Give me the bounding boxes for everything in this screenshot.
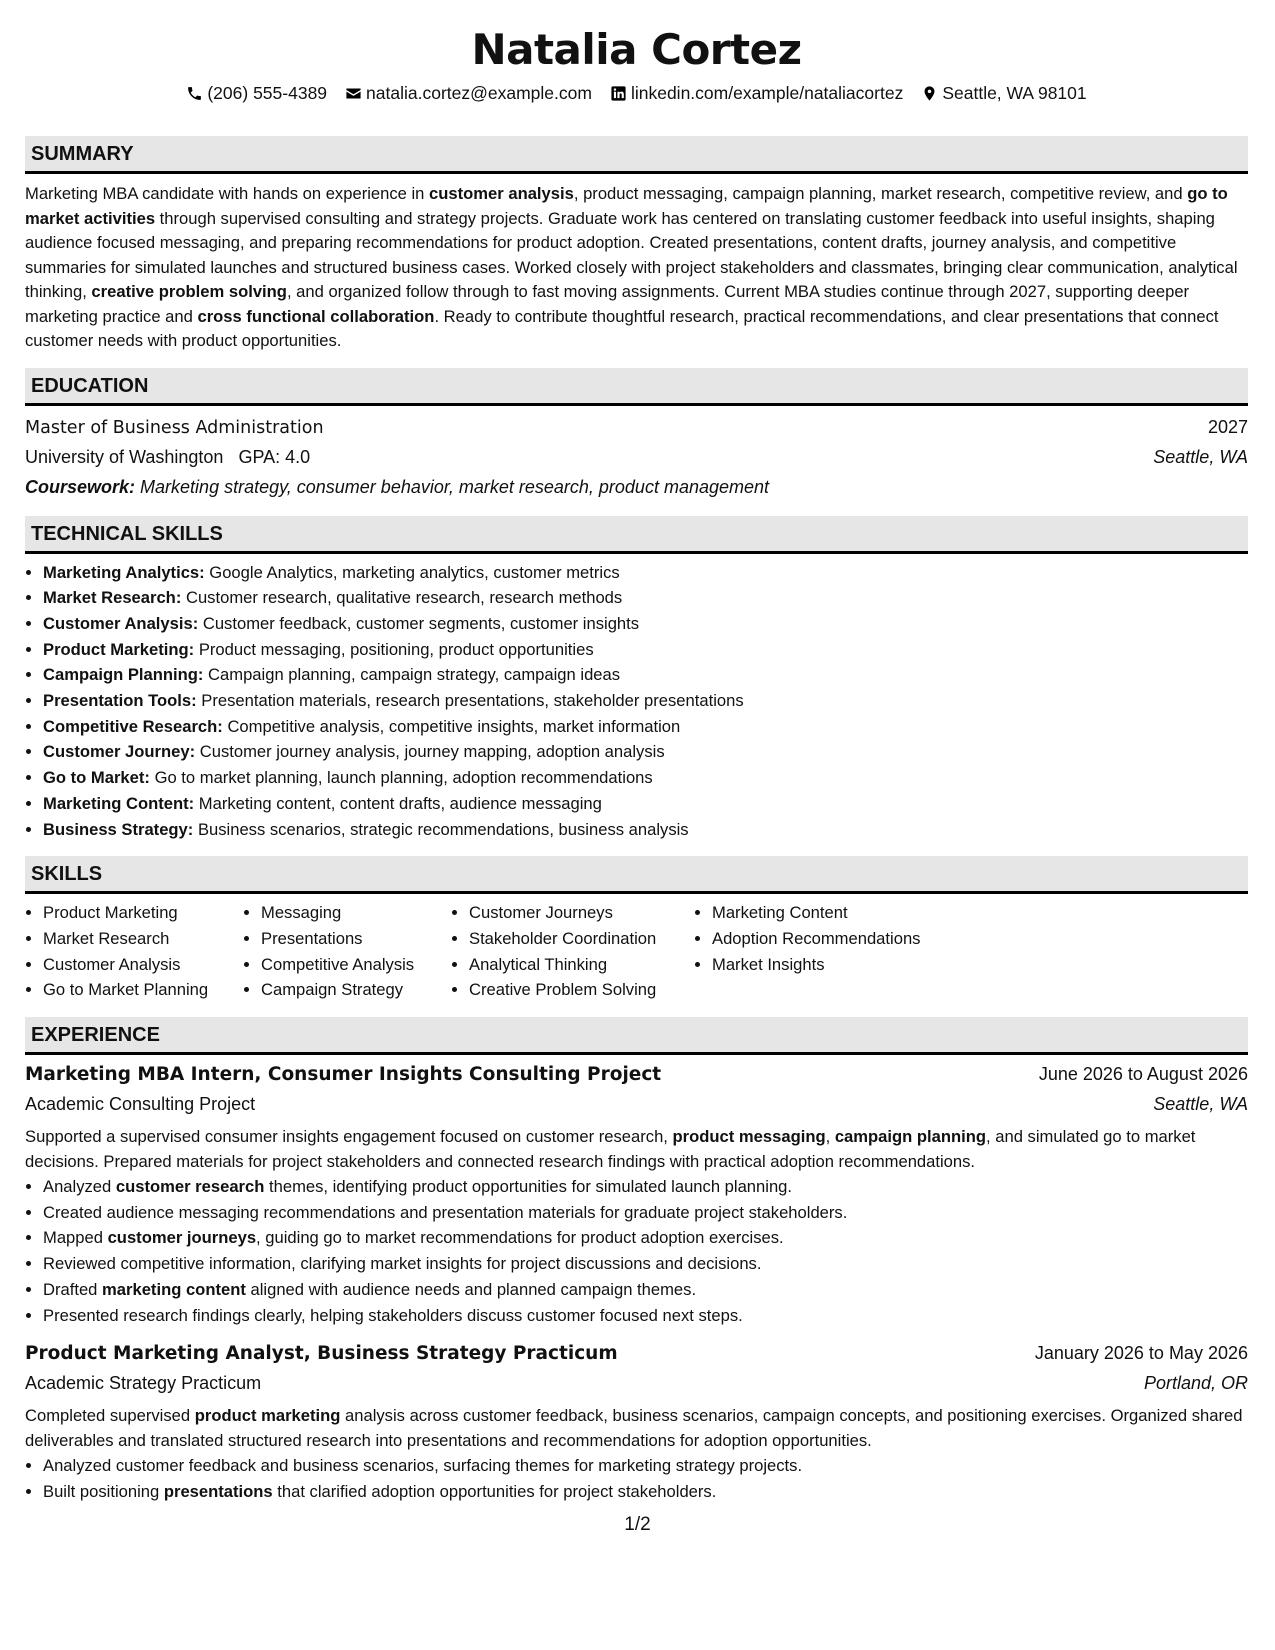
phone-text: (206) 555-4389 [207,83,328,103]
job-summary [25,1125,1248,1174]
skill-item: • Presentations [261,926,451,952]
text-run: analysis across customer feedback, business scenarios, campaign concepts, and positioning exercises. Organized shared deliverables and translated structured research into presentations and recommendations for adoption opportunities. [25,1406,1243,1450]
skill-item: • Campaign Strategy [261,977,451,1003]
technical-skill-text: Business scenarios, strategic recommendations, business analysis [193,819,689,839]
skill-item: • Go to Market Planning [43,977,243,1003]
map-pin-icon [921,85,938,102]
text-run: Created audience messaging recommendations and presentation materials for graduate project stakeholders. [43,1202,848,1222]
text-run: Reviewed competitive information, clarifying market insights for project discussions and decisions. [43,1254,762,1274]
job-org-row [25,1368,1248,1398]
job-title-row [25,1338,1248,1368]
summary-paragraph [25,182,1248,354]
job-title: Marketing MBA Intern, Consumer Insights Consulting Project [25,1064,662,1086]
text-run: Completed supervised [25,1406,195,1426]
technical-skill-label: Presentation Tools: [43,691,197,711]
bold-phrase: creative problem solving [91,282,287,301]
technical-skill-label: Marketing Analytics: [43,562,205,582]
technical-skill-item [43,585,1248,611]
envelope-icon [345,85,362,102]
skill-item: • Market Insights [712,952,954,978]
experience-entry [25,1338,1248,1504]
school-name: University of Washington [25,446,224,467]
job-bullet [43,1453,1248,1479]
text-run: through supervised consulting and strategy projects. Graduate work has centered on translating customer feedback into useful insights, shaping audience focused messaging, and preparing recommendations for product adoption. Created presentations, content drafts, journey analysis, and competitive summaries for simulated launches and structured business cases. Worked closely with project stakeholders and classmates, bringing clear communication, analytical thinking, [25,208,1238,301]
text-run: , guiding go to market recommendations for product adoption exercises. [256,1228,784,1248]
skill-item: • Marketing Content [712,900,954,926]
technical-skill-label: Go to Market: [43,768,150,788]
job-bullets [25,1453,1248,1504]
text-run: that clarified adoption opportunities for project stakeholders. [272,1481,717,1501]
coursework-label: Coursework: [25,476,136,497]
job-summary [25,1404,1248,1453]
skill-item: • Customer Journeys [469,900,694,926]
technical-skill-label: Competitive Research: [43,716,223,736]
linkedin-icon [610,85,627,102]
text-run: aligned with audience needs and planned campaign themes. [245,1279,697,1299]
job-bullet [43,1251,1248,1277]
skills-column [694,900,954,1003]
text-run: Built positioning [43,1481,164,1501]
school-gpa [25,442,310,472]
text-run: Presented research findings clearly, helping stakeholders discuss customer focused next steps. [43,1305,743,1325]
job-title-row [25,1059,1248,1089]
job-organization: Academic Strategy Practicum [25,1373,262,1394]
technical-skill-text: Customer feedback, customer segments, customer insights [198,613,640,633]
bold-phrase: product messaging [672,1127,826,1147]
skill-item: • Competitive Analysis [261,952,451,978]
text-run: Marketing MBA candidate with hands on experience in [25,184,430,203]
technical-skill-item [43,791,1248,817]
bold-phrase: campaign planning [834,1127,987,1147]
job-bullet [43,1277,1248,1303]
skill-item: • Messaging [261,900,451,926]
phone-icon [186,85,203,102]
job-bullet [43,1303,1248,1329]
graduation-year: 2027 [1207,416,1248,437]
technical-skill-label: Product Marketing: [43,639,195,659]
job-dates: June 2026 to August 2026 [1038,1064,1248,1085]
technical-skill-text: Marketing content, content drafts, audience messaging [194,793,602,813]
coursework-row [25,472,1248,502]
contact-phone [186,80,327,106]
technical-skill-text: Product messaging, positioning, product opportunities [194,639,594,659]
gpa: GPA: 4.0 [238,446,311,467]
skills-column [25,900,243,1003]
contact-email[interactable] [345,80,592,106]
skills-column [243,900,451,1003]
skill-item: • Analytical Thinking [469,952,694,978]
skill-item: • Adoption Recommendations [712,926,954,952]
section-heading-education: EDUCATION [25,368,1248,406]
candidate-name: Natalia Cortez [471,25,802,74]
technical-skill-item [43,765,1248,791]
technical-skill-item [43,714,1248,740]
coursework-text: Marketing strategy, consumer behavior, market research, product management [140,476,770,497]
text-run: Mapped [43,1228,108,1248]
technical-skill-item [43,662,1248,688]
technical-skill-label: Campaign Planning: [43,665,204,685]
text-run: , and organized follow through to fast moving assignments. Current MBA studies continue through 2027, supporting deeper marketing practice and [25,282,1190,326]
page-number: 1/2 [624,1514,651,1535]
skill-item: • Customer Analysis [43,952,243,978]
technical-skill-text: Customer journey analysis, journey mapping, adoption analysis [195,742,665,762]
section-heading-experience: EXPERIENCE [25,1017,1248,1055]
technical-skill-text: Go to market planning, launch planning, adoption recommendations [149,768,653,788]
section-heading-skills: SKILLS [25,856,1248,894]
text-run: , [825,1127,835,1147]
text-run: Analyzed [43,1177,116,1197]
contact-line [25,80,1248,106]
skill-item: • Creative Problem Solving [469,977,694,1003]
job-dates: January 2026 to May 2026 [1034,1343,1248,1364]
technical-skill-label: Business Strategy: [43,819,194,839]
job-bullet [43,1200,1248,1226]
education-school-row [25,442,1248,472]
job-title: Product Marketing Analyst, Business Strategy Practicum [25,1343,618,1365]
linkedin-link[interactable]: linkedin.com/example/nataliacortez [630,83,904,103]
technical-skill-label: Customer Journey: [43,742,196,762]
bold-phrase: presentations [163,1481,273,1501]
job-bullet [43,1174,1248,1200]
text-run: . Ready to contribute thoughtful research, practical recommendations, and clear presentations that connect customer needs with product opportunities. [25,306,1219,350]
technical-skill-item [43,817,1248,843]
job-location: Portland, OR [1143,1373,1248,1394]
text-run: , product messaging, campaign planning, market research, competitive review, and [573,184,1188,203]
technical-skill-text: Google Analytics, marketing analytics, customer metrics [204,562,620,582]
contact-linkedin[interactable] [610,80,903,106]
text-run: themes, identifying product opportunities for simulated launch planning. [264,1177,793,1197]
skill-item: • Stakeholder Coordination [469,926,694,952]
skill-item: • Product Marketing [43,900,243,926]
resume-page [25,0,1248,1505]
text-run: Drafted [43,1279,103,1299]
bold-phrase: product marketing [194,1406,341,1426]
bold-phrase: go to market activities [25,184,1228,228]
technical-skill-item [43,611,1248,637]
email-link[interactable]: natalia.cortez@example.com [366,83,592,103]
technical-skill-text: Campaign planning, campaign strategy, campaign ideas [203,665,621,685]
skills-column [451,900,694,1003]
section-heading-summary: SUMMARY [25,136,1248,174]
technical-skill-text: Competitive analysis, competitive insights, market information [222,716,681,736]
technical-skill-text: Presentation materials, research presentations, stakeholder presentations [196,691,744,711]
job-bullet [43,1225,1248,1251]
technical-skill-item [43,688,1248,714]
bold-phrase: cross functional collaboration [197,306,435,326]
bold-phrase: customer analysis [429,184,574,203]
technical-skills-list [25,560,1248,843]
bold-phrase: marketing content [102,1279,246,1299]
technical-skill-text: Customer research, qualitative research, research methods [181,588,623,608]
job-bullets [25,1174,1248,1328]
degree-title: Master of Business Administration [25,417,324,438]
technical-skill-item [43,637,1248,663]
location-text: Seattle, WA 98101 [942,83,1087,103]
bold-phrase: customer journeys [107,1228,257,1248]
section-heading-technical-skills: TECHNICAL SKILLS [25,516,1248,554]
technical-skill-label: Market Research: [43,588,182,608]
job-bullet [43,1479,1248,1505]
contact-location [921,80,1086,106]
text-run: Analyzed customer feedback and business scenarios, surfacing themes for marketing strategy projects. [43,1456,803,1476]
school-location: Seattle, WA [1153,446,1248,467]
job-organization: Academic Consulting Project [25,1094,256,1115]
text-run: Supported a supervised consumer insights engagement focused on customer research, [25,1127,673,1147]
job-location: Seattle, WA [1153,1094,1248,1115]
skill-item: • Market Research [43,926,243,952]
experience-entry [25,1059,1248,1328]
technical-skill-label: Marketing Content: [43,793,195,813]
text-run: , and simulated go to market decisions. Prepared materials for project stakeholders and connected research findings with practical adoption recommendations. [25,1127,1196,1171]
skills-grid [25,900,1248,1003]
technical-skill-label: Customer Analysis: [43,613,199,633]
bold-phrase: customer research [115,1177,265,1197]
technical-skill-item [43,560,1248,586]
education-degree-row [25,412,1248,442]
technical-skill-item [43,739,1248,765]
experience-list [25,1059,1248,1505]
job-org-row [25,1089,1248,1119]
